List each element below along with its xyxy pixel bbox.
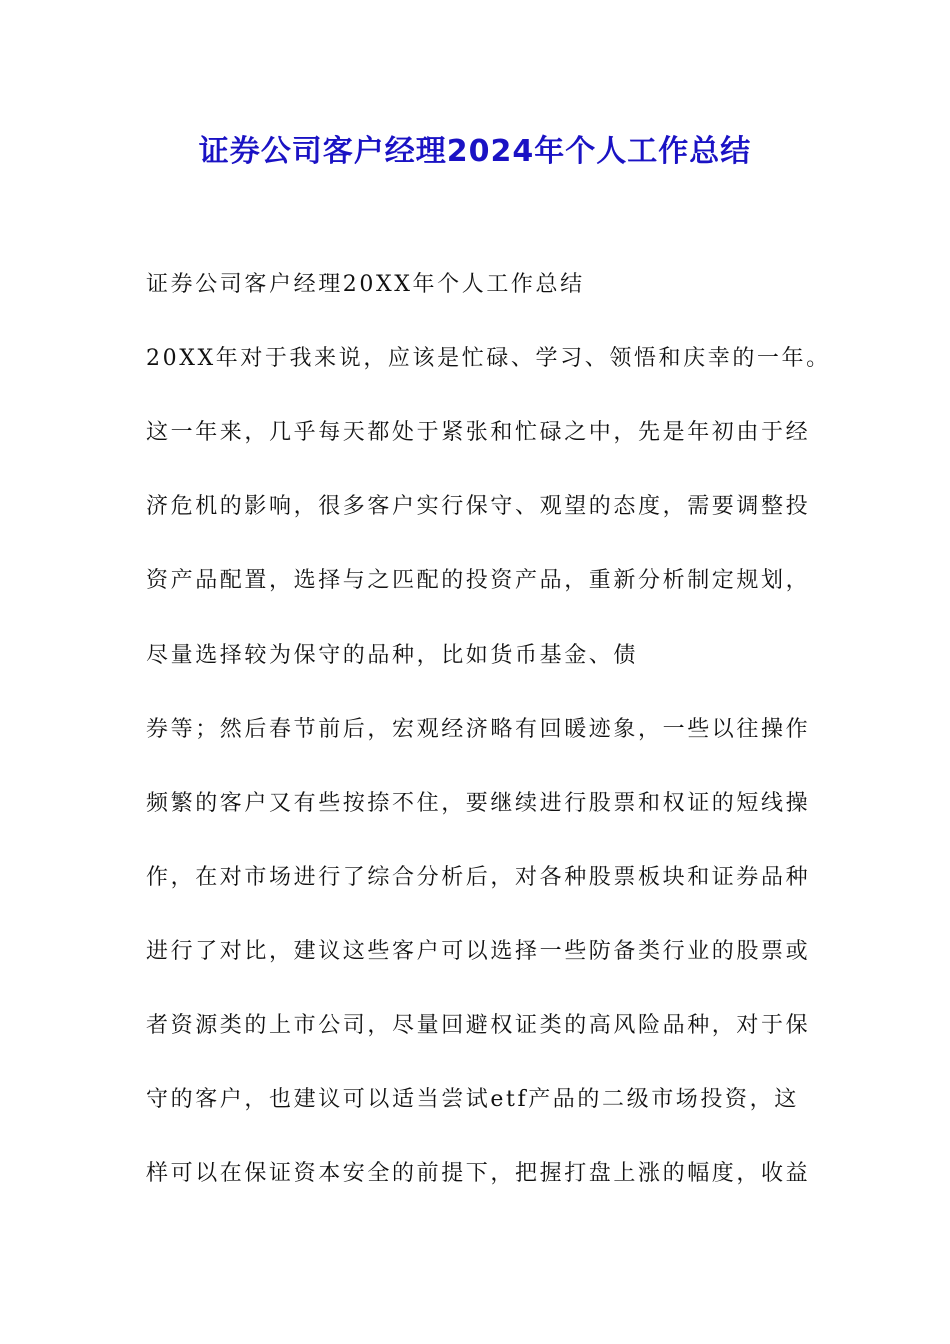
text-line: 尽量选择较为保守的品种，比如货币基金、债: [146, 643, 639, 668]
text-line: 样可以在保证资本安全的前提下，把握打盘上涨的幅度，收益: [146, 1161, 811, 1186]
text-line: 进行了对比，建议这些客户可以选择一些防备类行业的股票或: [146, 939, 811, 964]
text-line: 作，在对市场进行了综合分析后，对各种股票板块和证券品种: [146, 865, 811, 890]
text-line: 频繁的客户又有些按捺不住，要继续进行股票和权证的短线操: [146, 791, 811, 816]
text-line: 券等；然后春节前后，宏观经济略有回暖迹象，一些以往操作: [146, 717, 811, 742]
text-line: 这一年来，几乎每天都处于紧张和忙碌之中，先是年初由于经: [146, 420, 811, 445]
text-line: 者资源类的上市公司，尽量回避权证类的高风险品种，对于保: [146, 1013, 811, 1038]
text-line-subtitle: 证券公司客户经理20XX年个人工作总结: [146, 272, 585, 297]
document-title: 证券公司客户经理2024年个人工作总结: [198, 134, 752, 169]
text-line: 济危机的影响，很多客户实行保守、观望的态度，需要调整投: [146, 494, 811, 519]
text-line: 20XX年对于我来说，应该是忙碌、学习、领悟和庆幸的一年。: [146, 346, 831, 371]
text-line: 资产品配置，选择与之匹配的投资产品，重新分析制定规划，: [146, 568, 811, 593]
text-line: 守的客户，也建议可以适当尝试etf产品的二级市场投资，这: [146, 1087, 799, 1112]
